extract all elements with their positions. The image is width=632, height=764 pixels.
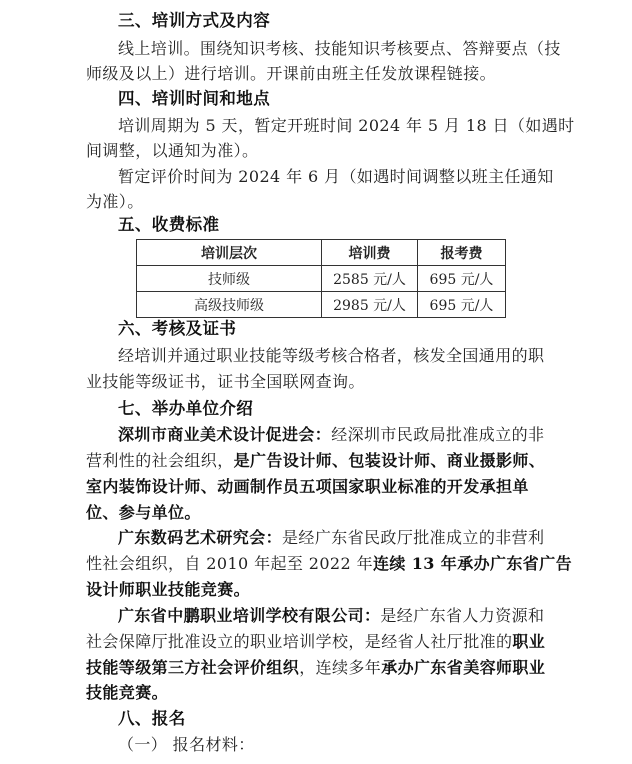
org-3-line bbox=[118, 605, 544, 627]
text-span: 营利性的社会组织， bbox=[86, 451, 234, 470]
text-span: ，连续多年 bbox=[299, 658, 382, 677]
table-cell: 2585 元/人 bbox=[322, 266, 418, 292]
subsection-label: （一） 报名材料： bbox=[118, 735, 255, 754]
table-row bbox=[137, 266, 506, 292]
org-3-name: 广东省中鹏职业培训学校有限公司： bbox=[118, 606, 381, 625]
org-1-line bbox=[118, 424, 544, 446]
bold-span: 承办广东省美容师职业 bbox=[381, 658, 546, 677]
bold-span: 室内装饰设计师、动画制作员五项国家职业标准的开发承担单 bbox=[86, 477, 529, 496]
org-1-line bbox=[86, 476, 529, 498]
bold-span: 技能等级第三方社会评价组织 bbox=[86, 658, 300, 677]
section-heading-7: 七、举办单位介绍 bbox=[118, 399, 254, 418]
paragraph-line: 师级及以上）进行培训。开课前由班主任发放课程链接。 bbox=[86, 64, 497, 83]
org-3-line bbox=[86, 682, 168, 704]
bold-span: 连续 13 年承办广东省广告 bbox=[372, 554, 572, 573]
text-span: 经深圳市民政局批准成立的非 bbox=[331, 425, 545, 444]
fee-table bbox=[136, 239, 506, 318]
org-1-line bbox=[86, 502, 201, 524]
section-heading-6: 六、考核及证书 bbox=[118, 319, 237, 338]
paragraph-line: 经培训并通过职业技能等级考核合格者，核发全国通用的职 bbox=[118, 346, 545, 365]
table-row bbox=[137, 292, 506, 318]
table-cell: 695 元/人 bbox=[418, 292, 506, 318]
org-2-line bbox=[118, 527, 544, 549]
bold-span: 是广告设计师、包装设计师、商业摄影师、 bbox=[233, 451, 546, 470]
table-cell: 技师级 bbox=[137, 266, 322, 292]
bold-span: 设计师职业技能竞赛。 bbox=[86, 580, 251, 599]
org-1-name: 深圳市商业美术设计促进会： bbox=[118, 425, 332, 444]
fee-table-header-exam-fee: 报考费 bbox=[418, 240, 506, 266]
text-span: 是经广东省民政厅批准成立的非营利 bbox=[282, 528, 545, 547]
table-cell: 高级技师级 bbox=[137, 292, 322, 318]
table-cell: 695 元/人 bbox=[418, 266, 506, 292]
section-heading-8: 八、报名 bbox=[118, 709, 186, 728]
fee-table-header-row bbox=[137, 240, 506, 266]
paragraph-line: 培训周期为 5 天，暂定开班时间 2024 年 5 月 18 日（如遇时 bbox=[118, 116, 575, 135]
paragraph-line: 暂定评价时间为 2024 年 6 月（如遇时间调整以班主任通知 bbox=[118, 167, 554, 186]
text-span: 社会保障厅批准设立的职业培训学校，是经省人社厅批准的 bbox=[86, 632, 513, 651]
fee-table-header-level: 培训层次 bbox=[137, 240, 322, 266]
org-3-line bbox=[86, 631, 545, 653]
text-span: 性社会组织，自 2010 年起至 2022 年 bbox=[86, 554, 373, 573]
paragraph-line: 间调整，以通知为准）。 bbox=[86, 141, 259, 160]
paragraph-line: 线上培训。围绕知识考核、技能知识考核要点、答辩要点（技 bbox=[118, 39, 561, 58]
section-heading-4: 四、培训时间和地点 bbox=[118, 89, 271, 108]
fee-table-header-training-fee: 培训费 bbox=[322, 240, 418, 266]
org-2-line bbox=[86, 553, 572, 575]
bold-span: 职业 bbox=[512, 632, 546, 651]
org-1-line bbox=[86, 450, 545, 472]
section-heading-3: 三、培训方式及内容 bbox=[118, 11, 271, 30]
org-2-line bbox=[86, 579, 250, 601]
table-cell: 2985 元/人 bbox=[322, 292, 418, 318]
bold-span: 位、参与单位。 bbox=[86, 503, 201, 522]
text-span: 是经广东省人力资源和 bbox=[380, 606, 545, 625]
bold-span: 技能竞赛。 bbox=[86, 683, 169, 702]
section-heading-5: 五、收费标准 bbox=[118, 215, 220, 234]
org-3-line bbox=[86, 657, 545, 679]
paragraph-line: 为准）。 bbox=[86, 192, 144, 211]
org-2-name: 广东数码艺术研究会： bbox=[118, 528, 283, 547]
paragraph-line: 业技能等级证书，证书全国联网查询。 bbox=[86, 372, 365, 391]
